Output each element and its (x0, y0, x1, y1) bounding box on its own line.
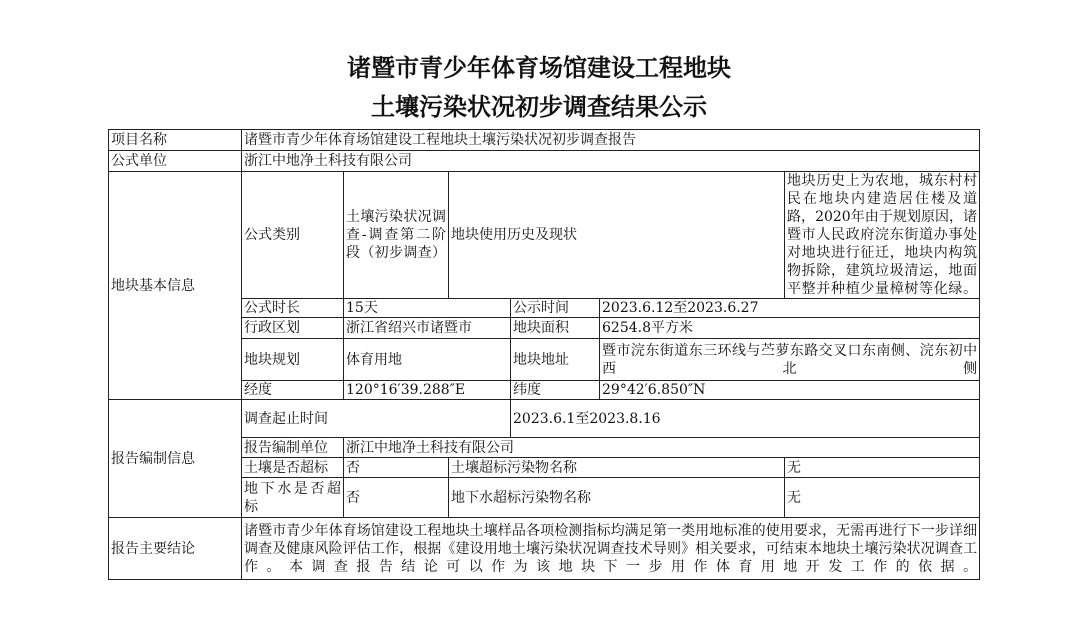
announcement-table (108, 129, 980, 580)
conclusion-value: 诸暨市青少年体育场馆建设工程地块土壤样品各项检测指标均满足第一类用地标准的使用要求，无需再进行下一步详细调查及健康风险评估工作，根据《建设用地土壤污染状况调查技术导则》相关要求，可结束本地块土壤污染状况调查工作。本调查报告结论可以作为该地块下一步用作体育用地开发工作的依据。 (242, 518, 980, 580)
groundwater-pollutant-label: 地下水超标污染物名称 (449, 478, 785, 518)
table-row-conclusion (109, 518, 980, 580)
category-value: 土壤污染状况调查-调查第二阶段（初步调查） (344, 172, 449, 299)
address-label: 地块地址 (511, 339, 600, 381)
region-label: 行政区划 (242, 318, 344, 339)
groundwater-exceed-label: 地下水是否超标 (242, 478, 344, 518)
survey-period-label: 调查起止时间 (242, 400, 511, 438)
address-value: 暨市浣东街道东三环线与苎萝东路交叉口东南侧、浣东初中西北侧 (600, 339, 980, 381)
area-label: 地块面积 (511, 318, 600, 339)
soil-exceed-value: 否 (344, 458, 449, 478)
table-row-project (109, 130, 980, 151)
duration-label: 公式时长 (242, 299, 344, 318)
latitude-label: 纬度 (511, 381, 600, 400)
conclusion-label: 报告主要结论 (109, 518, 242, 580)
table-row-period (109, 400, 980, 438)
table-row-category (109, 172, 980, 299)
soil-pollutant-value: 无 (785, 458, 980, 478)
region-value: 浙江省绍兴市诸暨市 (344, 318, 511, 339)
longitude-label: 经度 (242, 381, 344, 400)
groundwater-exceed-value: 否 (344, 478, 449, 518)
planning-label: 地块规划 (242, 339, 344, 381)
notice-time-label: 公示时间 (511, 299, 600, 318)
land-use-history-value: 地块历史上为农地，城东村村民在地块内建造居住楼及道路，2020年由于规划原因，诸暨市人民政府浣东街道办事处对地块进行征迁，地块内构筑物拆除，建筑垃圾清运，地面平整并种植少量樟树等化绿。 (785, 172, 980, 299)
site-info-section-label: 地块基本信息 (109, 172, 242, 400)
groundwater-pollutant-value: 无 (785, 478, 980, 518)
soil-exceed-label: 土壤是否超标 (242, 458, 344, 478)
table-row-publisher (109, 151, 980, 172)
report-info-section-label: 报告编制信息 (109, 400, 242, 518)
publisher-value: 浙江中地净土科技有限公司 (242, 151, 980, 172)
survey-period-value: 2023.6.1至2023.8.16 (511, 400, 980, 438)
latitude-value: 29°42′6.850″N (600, 381, 980, 400)
category-label: 公式类别 (242, 172, 344, 299)
soil-pollutant-label: 土壤超标污染物名称 (449, 458, 785, 478)
duration-value: 15天 (344, 299, 511, 318)
land-use-history-label: 地块使用历史及现状 (449, 172, 785, 299)
document-title-line-1: 诸暨市青少年体育场馆建设工程地块 (347, 54, 731, 82)
longitude-value: 120°16′39.288″E (344, 381, 511, 400)
project-name-value: 诸暨市青少年体育场馆建设工程地块土壤污染状况初步调查报告 (242, 130, 980, 151)
document-title-line-2: 土壤污染状况初步调查结果公示 (371, 93, 707, 121)
publisher-label: 公式单位 (109, 151, 242, 172)
compiler-value: 浙江中地净土科技有限公司 (344, 438, 980, 458)
area-value: 6254.8平方米 (600, 318, 980, 339)
notice-time-value: 2023.6.12至2023.6.27 (600, 299, 980, 318)
planning-value: 体育用地 (344, 339, 511, 381)
project-name-label: 项目名称 (109, 130, 242, 151)
compiler-label: 报告编制单位 (242, 438, 344, 458)
